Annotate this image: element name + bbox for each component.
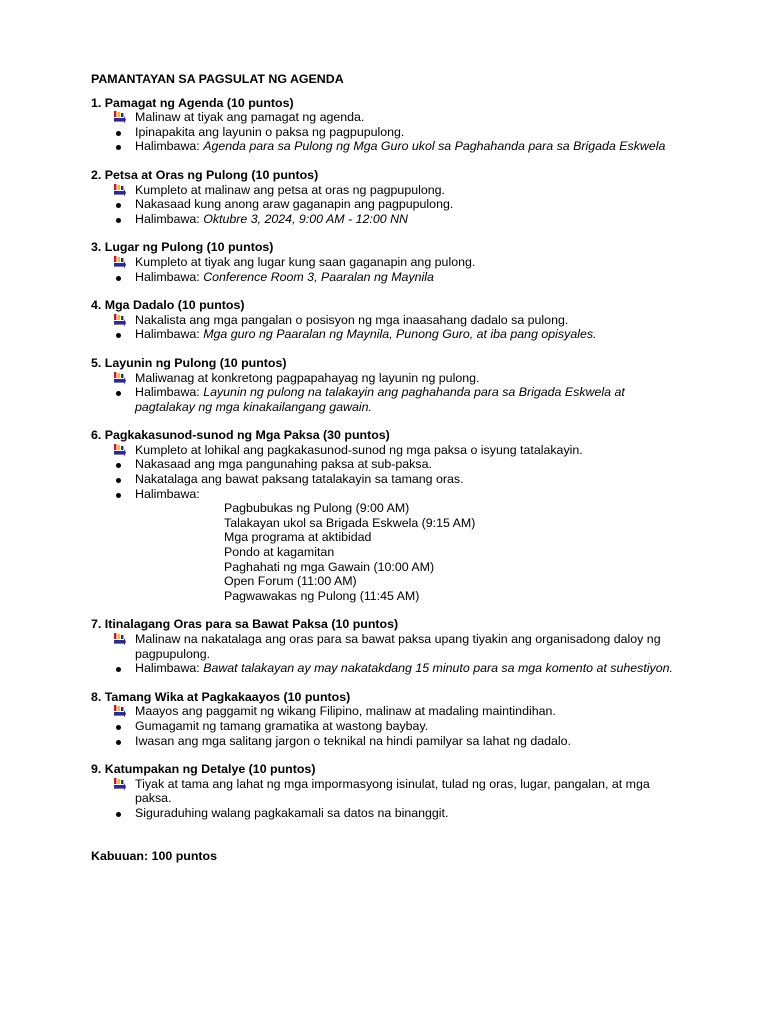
section-item-list — [91, 443, 688, 604]
agenda-sub-item: Pagbubukas ng Pulong (9:00 AM) — [224, 501, 410, 516]
section-heading: 2. Petsa at Oras ng Pulong (10 puntos) — [91, 167, 319, 182]
item-text: Nakasaad ang mga pangunahing paksa at sub-paksa. — [135, 457, 432, 472]
item-text: Halimbawa: — [135, 486, 200, 501]
arrow-bullet-icon — [113, 704, 127, 719]
list-item — [91, 487, 688, 604]
section-item-list — [91, 371, 688, 415]
dot-bullet-icon — [113, 327, 127, 342]
list-item — [91, 125, 688, 140]
item-text: Kumpleto at malinaw ang petsa at oras ng pagpupulong. — [135, 182, 445, 197]
item-text: Siguraduhing walang pagkakamali sa datos na binanggit. — [135, 805, 449, 820]
item-text: Maliwanag at konkretong pagpapahayag ng layunin ng pulong. — [135, 370, 480, 385]
example-label: Halimbawa: — [135, 269, 204, 284]
item-text: Ipinapakita ang layunin o paksa ng pagpupulong. — [135, 124, 405, 139]
dot-bullet-icon — [113, 212, 127, 227]
list-item — [91, 313, 688, 328]
example-text: Bawat talakayan ay may nakatakdang 15 minuto para sa mga komento at suhestiyon. — [203, 661, 673, 676]
list-item — [91, 661, 688, 676]
list-item — [91, 806, 688, 821]
section-item-list — [91, 632, 688, 676]
section-4 — [91, 298, 688, 342]
section-item-list — [91, 704, 688, 748]
list-item — [91, 704, 688, 719]
section-2 — [91, 168, 688, 226]
list-item — [91, 371, 688, 386]
dot-bullet-icon — [113, 472, 127, 487]
item-text: Kumpleto at lohikal ang pagkakasunod-sunod ng mga paksa o isyung tatalakayin. — [135, 442, 583, 457]
example-text: Mga guro ng Paaralan ng Maynila, Punong Guro, at iba pang opisyales. — [203, 327, 597, 342]
section-heading: 9. Katumpakan ng Detalye (10 puntos) — [91, 762, 316, 777]
arrow-bullet-icon — [113, 313, 127, 328]
sections-container — [91, 96, 688, 821]
dot-bullet-icon — [113, 125, 127, 140]
agenda-sub-item: Mga programa at aktibidad — [224, 530, 372, 545]
section-heading: 5. Layunin ng Pulong (10 puntos) — [91, 355, 287, 370]
section-item-list — [91, 313, 688, 342]
example-label: Halimbawa: — [135, 139, 204, 154]
arrow-bullet-icon — [113, 777, 127, 792]
example-label: Halimbawa: — [135, 385, 204, 400]
section-heading: 3. Lugar ng Pulong (10 puntos) — [91, 240, 274, 255]
dot-bullet-icon — [113, 806, 127, 821]
list-item — [91, 139, 688, 154]
section-7 — [91, 617, 688, 675]
list-item — [91, 212, 688, 227]
item-text: Maayos ang paggamit ng wikang Filipino, malinaw at madaling maintindihan. — [135, 704, 556, 719]
document-title: PAMANTAYAN SA PAGSULAT NG AGENDA — [91, 72, 344, 86]
list-item — [91, 472, 688, 487]
dot-bullet-icon — [113, 487, 127, 502]
list-item — [91, 777, 688, 806]
section-9 — [91, 762, 688, 820]
item-text: Iwasan ang mga salitang jargon o teknikal na hindi pamilyar sa lahat ng dadalo. — [135, 733, 572, 748]
arrow-bullet-icon — [113, 443, 127, 458]
arrow-bullet-icon — [113, 183, 127, 198]
section-item-list — [91, 183, 688, 227]
agenda-sub-item: Talakayan ukol sa Brigada Eskwela (9:15 AM) — [224, 515, 476, 530]
list-item — [91, 270, 688, 285]
section-heading: 1. Pamagat ng Agenda (10 puntos) — [91, 95, 294, 110]
list-item — [91, 327, 688, 342]
section-item-list — [91, 255, 688, 284]
example-text: Oktubre 3, 2024, 9:00 AM - 12:00 NN — [203, 211, 408, 226]
section-heading: 6. Pagkakasunod-sunod ng Mga Paksa (30 puntos) — [91, 428, 390, 443]
dot-bullet-icon — [113, 457, 127, 472]
list-item — [91, 183, 688, 198]
item-text: Nakasaad kung anong araw gaganapin ang pagpupulong. — [135, 197, 454, 212]
arrow-bullet-icon — [113, 371, 127, 386]
section-item-list — [91, 110, 688, 154]
item-text: Gumagamit ng tamang gramatika at wastong baybay. — [135, 718, 429, 733]
agenda-sub-item: Pagwawakas ng Pulong (11:45 AM) — [224, 588, 420, 603]
example-label: Halimbawa: — [135, 661, 204, 676]
section-1 — [91, 96, 688, 154]
item-text: Tiyak at tama ang lahat ng mga impormasyong isinulat, tulad ng oras, lugar, pangalan, at mga paksa. — [135, 776, 650, 806]
agenda-sub-item: Pondo at kagamitan — [224, 545, 335, 560]
section-item-list — [91, 777, 688, 821]
section-5 — [91, 356, 688, 414]
arrow-bullet-icon — [113, 255, 127, 270]
agenda-sub-list — [135, 501, 688, 603]
arrow-bullet-icon — [113, 110, 127, 125]
total-score: Kabuuan: 100 puntos — [91, 848, 217, 863]
list-item — [91, 385, 688, 414]
example-text: Conference Room 3, Paaralan ng Maynila — [203, 269, 434, 284]
list-item — [91, 719, 688, 734]
list-item — [91, 110, 688, 125]
example-text: Agenda para sa Pulong ng Mga Guro ukol sa Paghahanda para sa Brigada Eskwela — [203, 139, 666, 154]
section-heading: 4. Mga Dadalo (10 puntos) — [91, 298, 245, 313]
item-text: Kumpleto at tiyak ang lugar kung saan gaganapin ang pulong. — [135, 254, 476, 269]
example-label: Halimbawa: — [135, 327, 204, 342]
list-item — [91, 457, 688, 472]
list-item — [91, 255, 688, 270]
item-text: Nakalista ang mga pangalan o posisyon ng mga inaasahang dadalo sa pulong. — [135, 312, 569, 327]
arrow-bullet-icon — [113, 632, 127, 647]
dot-bullet-icon — [113, 734, 127, 749]
dot-bullet-icon — [113, 139, 127, 154]
dot-bullet-icon — [113, 197, 127, 212]
list-item — [91, 734, 688, 749]
item-text: Malinaw at tiyak ang pamagat ng agenda. — [135, 110, 365, 125]
item-text: Nakatalaga ang bawat paksang tatalakayin sa tamang oras. — [135, 472, 464, 487]
section-8 — [91, 690, 688, 748]
agenda-sub-item: Paghahati ng mga Gawain (10:00 AM) — [224, 559, 435, 574]
list-item — [91, 197, 688, 212]
section-3 — [91, 240, 688, 284]
example-label: Halimbawa: — [135, 211, 204, 226]
dot-bullet-icon — [113, 661, 127, 676]
agenda-sub-item: Open Forum (11:00 AM) — [224, 574, 357, 589]
item-text: Malinaw na nakatalaga ang oras para sa bawat paksa upang tiyakin ang organisadong daloy ng pagpupulong. — [135, 632, 661, 661]
section-heading: 8. Tamang Wika at Pagkakaayos (10 puntos) — [91, 689, 351, 704]
dot-bullet-icon — [113, 270, 127, 285]
section-6 — [91, 428, 688, 603]
list-item — [91, 632, 688, 661]
list-item — [91, 443, 688, 458]
dot-bullet-icon — [113, 719, 127, 734]
example-text: Layunin ng pulong na talakayin ang paghahanda para sa Brigada Eskwela at pagtalakay ng mga kinakailangang gawain. — [135, 385, 625, 414]
dot-bullet-icon — [113, 385, 127, 400]
section-heading: 7. Itinalagang Oras para sa Bawat Paksa (10 puntos) — [91, 617, 399, 632]
